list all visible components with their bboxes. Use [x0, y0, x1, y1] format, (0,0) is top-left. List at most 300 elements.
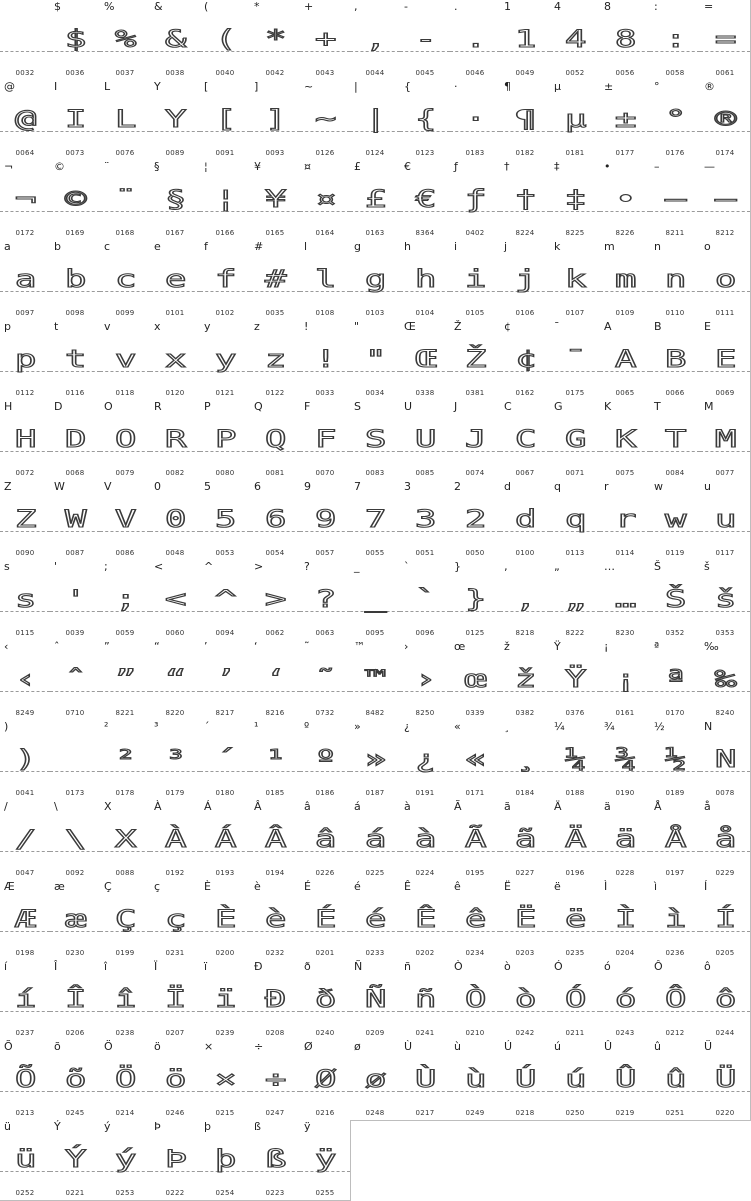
glyph-preview: û — [664, 1065, 686, 1093]
glyph-char-label: 0 — [154, 480, 161, 493]
glyph-code-label: 0219 — [615, 1109, 635, 1117]
glyph-code-label: 0058 — [665, 69, 685, 77]
glyph-preview: õ — [64, 1065, 86, 1093]
glyph-cell — [150, 160, 201, 241]
glyph-code-label: 0205 — [715, 949, 735, 957]
glyph-code-label: 0213 — [15, 1109, 35, 1117]
glyph-cell — [350, 1040, 401, 1121]
glyph-code-label: 0253 — [115, 1189, 135, 1197]
glyph-preview: Ú — [514, 1065, 536, 1093]
glyph-cell — [400, 720, 451, 801]
glyph-char-label: ¶ — [504, 80, 511, 93]
glyph-preview: 7 — [364, 505, 386, 533]
glyph-char-label: 7 — [354, 480, 361, 493]
glyph-code-label: 0038 — [165, 69, 185, 77]
glyph-cell — [500, 320, 551, 401]
glyph-preview — [50, 742, 101, 776]
glyph-preview: š — [714, 585, 736, 613]
glyph-cell — [600, 1040, 651, 1121]
glyph-preview: µ — [564, 105, 586, 133]
glyph-char-label: ö — [154, 1040, 161, 1053]
glyph-code-label: 0181 — [565, 149, 585, 157]
glyph-code-label: 0060 — [165, 629, 185, 637]
glyph-code-label: 0119 — [665, 549, 685, 557]
glyph-preview: M — [714, 425, 736, 453]
glyph-cell — [450, 160, 501, 241]
glyph-preview: x — [164, 345, 186, 373]
glyph-preview: ˜ — [314, 665, 336, 693]
glyph-preview: T — [664, 425, 686, 453]
glyph-char-label: ý — [104, 1120, 111, 1133]
glyph-cell — [150, 720, 201, 801]
glyph-char-label: Ý — [54, 1120, 61, 1133]
glyph-cell — [300, 0, 351, 81]
glyph-code-label: 0173 — [65, 789, 85, 797]
glyph-char-label: ~ — [304, 80, 314, 93]
glyph-code-label: 0039 — [65, 629, 85, 637]
glyph-cell — [0, 560, 51, 641]
glyph-code-label: 0242 — [515, 1029, 535, 1037]
glyph-code-label: 0126 — [315, 149, 335, 157]
glyph-preview: & — [164, 25, 186, 53]
glyph-code-label: 0109 — [615, 309, 635, 317]
glyph-char-label: å — [704, 800, 711, 813]
glyph-code-label: 0076 — [115, 149, 135, 157]
glyph-char-label: ½ — [654, 720, 665, 733]
glyph-code-label: 8220 — [165, 709, 185, 717]
glyph-code-label: 0172 — [15, 229, 35, 237]
glyph-char-label: ( — [204, 0, 209, 13]
glyph-char-label: - — [404, 0, 408, 13]
glyph-cell — [350, 480, 401, 561]
glyph-cell — [500, 720, 551, 801]
glyph-preview: l — [314, 265, 336, 293]
glyph-cell — [0, 320, 51, 401]
glyph-code-label: 0239 — [215, 1029, 235, 1037]
glyph-cell — [250, 1120, 301, 1201]
glyph-cell — [400, 800, 451, 881]
glyph-cell — [350, 960, 401, 1041]
glyph-cell — [200, 400, 251, 481]
glyph-preview: w — [664, 505, 686, 533]
glyph-char-label: S — [354, 400, 361, 413]
glyph-char-label: Ã — [454, 800, 462, 813]
glyph-code-label: 0114 — [615, 549, 635, 557]
glyph-char-label: · — [454, 80, 458, 93]
glyph-char-label: U — [404, 400, 413, 413]
glyph-preview: Ü — [714, 1065, 736, 1093]
glyph-cell — [300, 480, 351, 561]
glyph-cell — [250, 880, 301, 961]
glyph-cell — [650, 160, 701, 241]
glyph-char-label: H — [4, 400, 13, 413]
glyph-preview: I — [64, 105, 86, 133]
glyph-cell — [400, 0, 451, 81]
glyph-code-label: 0046 — [465, 69, 485, 77]
glyph-preview: É — [314, 905, 336, 933]
glyph-cell — [250, 720, 301, 801]
glyph-preview: Ë — [514, 905, 536, 933]
glyph-char-label: R — [154, 400, 162, 413]
glyph-char-label: é — [354, 880, 361, 893]
glyph-char-label: T — [654, 400, 661, 413]
glyph-char-label: Í — [704, 880, 708, 893]
glyph-preview: S — [364, 425, 386, 453]
glyph-cell — [550, 640, 601, 721]
glyph-cell — [250, 400, 301, 481]
glyph-cell — [650, 240, 701, 321]
glyph-preview: h — [414, 265, 436, 293]
glyph-preview: ü — [14, 1145, 36, 1173]
glyph-preview: Œ — [414, 345, 436, 373]
glyph-preview: N — [714, 745, 736, 773]
glyph-char-label: • — [604, 160, 611, 173]
glyph-preview: î — [114, 985, 136, 1013]
glyph-cell — [600, 400, 651, 481]
glyph-code-label: 0070 — [315, 469, 335, 477]
glyph-code-label: 0222 — [165, 1189, 185, 1197]
glyph-code-label: 0188 — [565, 789, 585, 797]
glyph-code-label: 0230 — [65, 949, 85, 957]
glyph-char-label: ù — [454, 1040, 461, 1053]
glyph-code-label: 0078 — [715, 789, 735, 797]
glyph-char-label: æ — [54, 880, 65, 893]
glyph-code-label: 0069 — [715, 389, 735, 397]
glyph-preview: â — [314, 825, 336, 853]
glyph-code-label: 0200 — [215, 949, 235, 957]
glyph-preview: i — [464, 265, 486, 293]
glyph-char-label: ’ — [204, 640, 208, 653]
glyph-char-label: # — [254, 240, 264, 253]
glyph-char-label: ¦ — [204, 160, 208, 173]
glyph-char-label: Œ — [404, 320, 416, 333]
glyph-cell — [500, 80, 551, 161]
glyph-code-label: 0254 — [215, 1189, 235, 1197]
glyph-cell — [650, 400, 701, 481]
glyph-preview: a — [14, 265, 36, 293]
glyph-code-label: 0054 — [265, 549, 285, 557]
glyph-preview: Y — [164, 105, 186, 133]
glyph-code-label: 0123 — [415, 149, 435, 157]
glyph-preview: ³ — [164, 745, 186, 773]
glyph-char-label: ò — [504, 960, 511, 973]
glyph-cell — [400, 560, 451, 641]
glyph-preview: Z — [14, 505, 36, 533]
glyph-preview: „ — [564, 585, 586, 613]
glyph-preview: ¬ — [14, 185, 36, 213]
glyph-preview: À — [164, 825, 186, 853]
glyph-cell — [100, 560, 151, 641]
glyph-code-label: 0073 — [65, 149, 85, 157]
glyph-code-label: 0196 — [565, 869, 585, 877]
glyph-code-label: 0248 — [365, 1109, 385, 1117]
glyph-code-label: 0186 — [315, 789, 335, 797]
glyph-char-label: * — [254, 0, 260, 13]
glyph-char-label: ! — [304, 320, 309, 333]
glyph-cell — [500, 1040, 551, 1121]
glyph-code-label: 0381 — [465, 389, 485, 397]
glyph-char-label: G — [554, 400, 563, 413]
glyph-code-label: 0180 — [215, 789, 235, 797]
glyph-preview: þ — [214, 1145, 236, 1173]
glyph-char-label: © — [54, 160, 65, 173]
glyph-preview: Ã — [464, 825, 486, 853]
glyph-code-label: 0339 — [465, 709, 485, 717]
glyph-cell — [300, 320, 351, 401]
glyph-cell — [50, 0, 101, 81]
glyph-preview: - — [414, 25, 436, 53]
glyph-cell — [50, 160, 101, 241]
glyph-cell — [650, 80, 701, 161]
glyph-cell — [200, 320, 251, 401]
glyph-code-label: 0247 — [265, 1109, 285, 1117]
glyph-cell — [150, 400, 201, 481]
glyph-char-label: > — [254, 560, 264, 573]
glyph-preview: ã — [514, 825, 536, 853]
glyph-code-label: 0062 — [265, 629, 285, 637]
glyph-code-label: 0250 — [565, 1109, 585, 1117]
glyph-code-label: 0204 — [615, 949, 635, 957]
glyph-code-label: 8225 — [565, 229, 585, 237]
glyph-cell — [300, 640, 351, 721]
glyph-preview: E — [714, 345, 736, 373]
glyph-char-label: Ò — [454, 960, 463, 973]
glyph-preview: ’ — [214, 665, 236, 693]
glyph-cell — [400, 160, 451, 241]
glyph-preview: V — [114, 505, 136, 533]
glyph-code-label: 0095 — [365, 629, 385, 637]
glyph-cell — [500, 880, 551, 961]
glyph-preview: # — [264, 265, 286, 293]
glyph-char-label: v — [104, 320, 111, 333]
glyph-preview: ± — [614, 105, 636, 133]
glyph-preview: Å — [664, 825, 686, 853]
glyph-char-label: ç — [154, 880, 161, 893]
glyph-char-label: Q — [254, 400, 263, 413]
glyph-code-label: 0099 — [115, 309, 135, 317]
glyph-preview: C — [514, 425, 536, 453]
glyph-code-label: 0080 — [215, 469, 235, 477]
glyph-cell — [650, 0, 701, 81]
glyph-char-label: » — [354, 720, 361, 733]
glyph-code-label: 0091 — [215, 149, 235, 157]
glyph-preview: | — [364, 105, 386, 133]
glyph-code-label: 0246 — [165, 1109, 185, 1117]
glyph-char-label: x — [154, 320, 161, 333]
glyph-preview: £ — [364, 185, 386, 213]
glyph-char-label: b — [54, 240, 61, 253]
glyph-cell — [700, 160, 751, 241]
glyph-char-label: r — [604, 480, 609, 493]
glyph-preview: q — [564, 505, 586, 533]
glyph-code-label: 0096 — [415, 629, 435, 637]
glyph-char-label: ? — [304, 560, 310, 573]
glyph-char-label: Ž — [454, 320, 462, 333]
glyph-char-label: û — [654, 1040, 661, 1053]
glyph-cell — [150, 80, 201, 161]
glyph-code-label: 0207 — [165, 1029, 185, 1037]
glyph-preview: ý — [114, 1145, 136, 1173]
glyph-char-label: ú — [554, 1040, 561, 1053]
glyph-char-label: À — [154, 800, 162, 813]
glyph-char-label: p — [4, 320, 11, 333]
glyph-preview: ‹ — [14, 665, 36, 693]
glyph-cell — [450, 640, 501, 721]
glyph-code-label: 0190 — [615, 789, 635, 797]
glyph-code-label: 0203 — [515, 949, 535, 957]
glyph-char-label: â — [304, 800, 311, 813]
glyph-code-label: 0184 — [515, 789, 535, 797]
glyph-char-label: Ú — [504, 1040, 513, 1053]
glyph-char-label: | — [354, 80, 358, 93]
glyph-code-label: 0177 — [615, 149, 635, 157]
glyph-code-label: 0178 — [115, 789, 135, 797]
glyph-char-label: q — [554, 480, 561, 493]
glyph-preview: º — [314, 745, 336, 773]
glyph-char-label: £ — [354, 160, 361, 173]
glyph-cell — [0, 480, 51, 561]
glyph-code-label: 0174 — [715, 149, 735, 157]
glyph-char-label: z — [254, 320, 260, 333]
glyph-char-label: † — [504, 160, 510, 173]
glyph-cell — [350, 800, 401, 881]
glyph-preview: Ñ — [364, 985, 386, 1013]
glyph-code-label: 0035 — [265, 309, 285, 317]
glyph-preview: m — [614, 265, 636, 293]
glyph-cell — [200, 1120, 251, 1201]
glyph-preview: Ý — [64, 1145, 86, 1173]
glyph-code-label: 0107 — [565, 309, 585, 317]
glyph-cell — [100, 320, 151, 401]
glyph-char-label: Ó — [554, 960, 563, 973]
glyph-code-label: 0100 — [515, 549, 535, 557]
glyph-cell — [450, 720, 501, 801]
glyph-cell — [100, 640, 151, 721]
glyph-code-label: 0210 — [465, 1029, 485, 1037]
glyph-char-label: Ñ — [354, 960, 363, 973]
glyph-char-label: ó — [604, 960, 611, 973]
glyph-cell — [400, 1040, 451, 1121]
glyph-preview: ï — [214, 985, 236, 1013]
glyph-cell — [150, 800, 201, 881]
glyph-code-label: 0045 — [415, 69, 435, 77]
glyph-char-label: ï — [204, 960, 208, 973]
glyph-preview: 2 — [464, 505, 486, 533]
glyph-char-label: Ð — [254, 960, 263, 973]
glyph-code-label: 0164 — [315, 229, 335, 237]
glyph-char-label: Õ — [4, 1040, 13, 1053]
glyph-cell — [700, 240, 751, 321]
glyph-cell — [450, 0, 501, 81]
glyph-preview: á — [364, 825, 386, 853]
glyph-char-label: ¸ — [504, 720, 510, 733]
glyph-char-label: “ — [154, 640, 160, 653]
glyph-char-label: à — [404, 800, 411, 813]
glyph-code-label: 0182 — [515, 149, 535, 157]
glyph-preview: à — [414, 825, 436, 853]
glyph-preview: ¦ — [214, 185, 236, 213]
glyph-code-label: 0116 — [65, 389, 85, 397]
glyph-char-label: d — [504, 480, 511, 493]
glyph-char-label: ñ — [404, 960, 411, 973]
glyph-code-label: 8226 — [615, 229, 635, 237]
glyph-cell — [250, 160, 301, 241]
glyph-char-label: P — [204, 400, 211, 413]
glyph-code-label: 0102 — [215, 309, 235, 317]
glyph-cell — [0, 1120, 51, 1201]
glyph-char-label: ƒ — [454, 160, 458, 173]
glyph-char-label: l — [304, 240, 308, 253]
glyph-code-label: 0218 — [515, 1109, 535, 1117]
glyph-char-label: f — [204, 240, 208, 253]
glyph-code-label: 0051 — [415, 549, 435, 557]
glyph-cell — [300, 240, 351, 321]
glyph-code-label: 0197 — [665, 869, 685, 877]
glyph-char-label: § — [154, 160, 160, 173]
glyph-cell — [100, 80, 151, 161]
glyph-preview: 1 — [514, 25, 536, 53]
glyph-char-label: ê — [454, 880, 461, 893]
glyph-preview: ö — [164, 1065, 186, 1093]
glyph-preview: Á — [214, 825, 236, 853]
glyph-cell — [150, 240, 201, 321]
glyph-code-label: 0217 — [415, 1109, 435, 1117]
glyph-cell — [250, 320, 301, 401]
glyph-cell — [100, 1040, 151, 1121]
glyph-code-label: 0224 — [415, 869, 435, 877]
glyph-cell — [550, 1040, 601, 1121]
glyph-code-label: 0167 — [165, 229, 185, 237]
glyph-preview: ! — [314, 345, 336, 373]
glyph-preview: X — [114, 825, 136, 853]
glyph-cell — [200, 80, 251, 161]
glyph-code-label: 0122 — [265, 389, 285, 397]
glyph-preview: Ê — [414, 905, 436, 933]
glyph-code-label: 0231 — [165, 949, 185, 957]
glyph-cell — [600, 720, 651, 801]
glyph-code-label: 8218 — [515, 629, 535, 637]
glyph-preview: ì — [664, 905, 686, 933]
glyph-code-label: 0183 — [465, 149, 485, 157]
glyph-preview: Ù — [414, 1065, 436, 1093]
glyph-preview: ¡ — [614, 665, 636, 693]
glyph-code-label: 0216 — [315, 1109, 335, 1117]
glyph-char-label: í — [4, 960, 8, 973]
glyph-cell — [450, 800, 501, 881]
glyph-preview: g — [364, 265, 386, 293]
glyph-cell — [600, 320, 651, 401]
glyph-char-label: 3 — [404, 480, 411, 493]
glyph-char-label: B — [654, 320, 662, 333]
glyph-char-label: < — [154, 560, 164, 573]
glyph-cell — [550, 160, 601, 241]
glyph-char-label: N — [704, 720, 713, 733]
glyph-cell — [350, 320, 401, 401]
glyph-char-label: € — [404, 160, 411, 173]
glyph-char-label: K — [604, 400, 612, 413]
glyph-code-label: 0187 — [365, 789, 385, 797]
glyph-code-label: 0044 — [365, 69, 385, 77]
glyph-preview: í — [14, 985, 36, 1013]
glyph-code-label: 0223 — [265, 1189, 285, 1197]
glyph-char-label: F — [304, 400, 311, 413]
glyph-preview: \ — [64, 825, 86, 853]
glyph-cell — [500, 400, 551, 481]
glyph-code-label: 0189 — [665, 789, 685, 797]
glyph-code-label: 0098 — [65, 309, 85, 317]
glyph-preview: ¢ — [514, 345, 536, 373]
glyph-preview: ¹ — [264, 745, 286, 773]
